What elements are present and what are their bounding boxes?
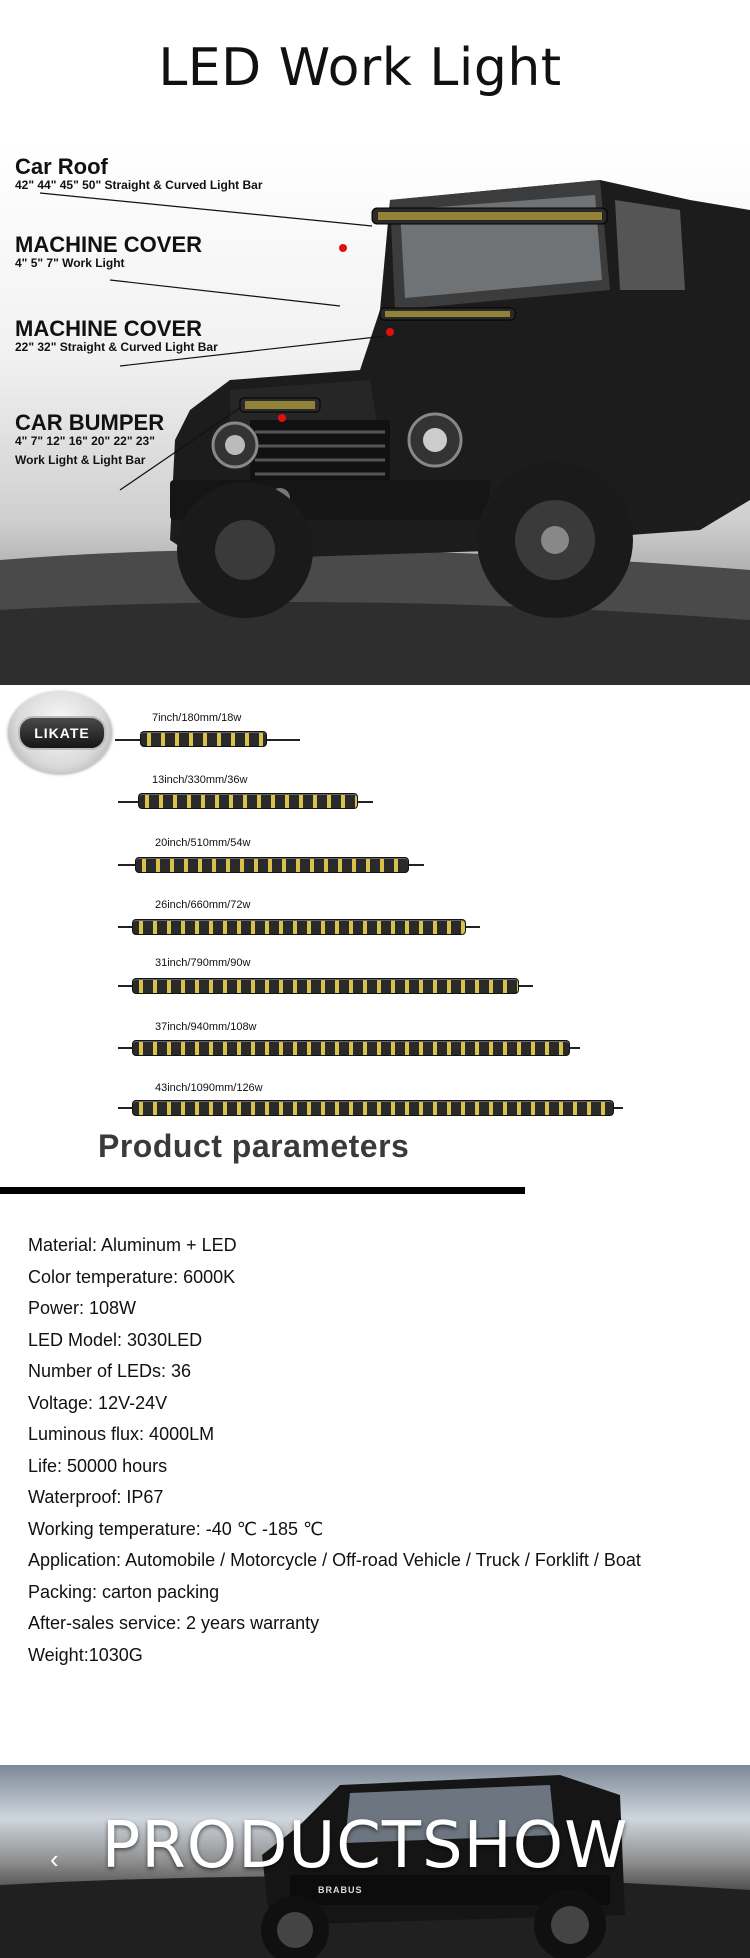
light-bar-13inch	[138, 793, 358, 809]
bar-label: 13inch/330mm/36w	[152, 774, 248, 786]
callout-car-bumper	[15, 412, 164, 468]
spec-item: Weight:1030G	[28, 1644, 143, 1665]
bar-label: 31inch/790mm/90w	[155, 957, 251, 969]
spec-item: Number of LEDs: 36	[28, 1361, 192, 1381]
section-divider	[0, 1187, 525, 1194]
light-bar-sizes	[0, 685, 750, 1190]
light-bar-7inch	[140, 731, 267, 747]
spec-item: LED Model: 3030LED	[28, 1329, 203, 1350]
callout-title: Car Roof	[15, 154, 108, 179]
spec-item: Application: Automobile / Motorcycle / Off-road Vehicle / Truck / Forklift / Boat	[28, 1550, 641, 1570]
spec-item: Voltage: 12V-24V	[28, 1392, 168, 1413]
light-bar-31inch	[132, 978, 519, 994]
spec-item: Packing: carton packing	[28, 1581, 220, 1602]
bar-label: 43inch/1090mm/126w	[155, 1082, 263, 1094]
light-bar-20inch	[135, 857, 409, 873]
callout-machine-cover-1	[15, 234, 202, 271]
product-parameters-heading: Product parameters	[98, 1128, 410, 1164]
light-bar-26inch	[132, 919, 466, 935]
product-show-banner	[0, 1765, 750, 1958]
spec-item: Life: 50000 hours	[28, 1455, 168, 1476]
callout-detail: 42" 44" 45" 50" Straight & Curved Light Bar	[15, 178, 263, 192]
spec-item: Material: Aluminum + LED	[28, 1235, 237, 1255]
bar-label: 7inch/180mm/18w	[152, 712, 242, 724]
page-title: LED Work Light	[158, 38, 562, 98]
callout-machine-cover-2	[15, 318, 218, 355]
callout-detail: 4" 7" 12" 16" 20" 22" 23"	[15, 434, 155, 448]
spec-item: Color temperature: 6000K	[28, 1266, 236, 1287]
bar-label: 26inch/660mm/72w	[155, 899, 251, 911]
hero-truck-image	[0, 140, 750, 685]
spec-item: After-sales service: 2 years warranty	[28, 1613, 320, 1633]
brabus-badge: BRABUS	[318, 1885, 363, 1895]
product-show-title: PRODUCTSHOW	[101, 1809, 629, 1883]
spec-item: Working temperature: -40 ℃ -185 ℃	[28, 1518, 324, 1539]
spec-list	[28, 1230, 641, 1671]
callout-detail: 22" 32" Straight & Curved Light Bar	[15, 340, 218, 354]
light-bar-43inch	[132, 1100, 614, 1116]
spec-item: Luminous flux: 4000LM	[28, 1424, 215, 1444]
callout-title: CAR BUMPER	[15, 410, 165, 435]
bar-label: 37inch/940mm/108w	[155, 1021, 257, 1033]
bar-label: 20inch/510mm/54w	[155, 837, 251, 849]
prev-slide-icon[interactable]: ‹	[50, 1844, 59, 1874]
callout-title: MACHINE COVER	[15, 316, 203, 341]
spec-item: Power: 108W	[28, 1298, 137, 1318]
callout-detail: Work Light & Light Bar	[15, 453, 146, 467]
brand-logo	[8, 691, 112, 773]
callout-car-roof	[15, 156, 263, 193]
spec-item: Waterproof: IP67	[28, 1487, 164, 1507]
brand-logo-text: LIKATE	[18, 716, 106, 750]
callout-detail: 4" 5" 7" Work Light	[15, 256, 125, 270]
light-bar-37inch	[132, 1040, 570, 1056]
callout-title: MACHINE COVER	[15, 232, 203, 257]
